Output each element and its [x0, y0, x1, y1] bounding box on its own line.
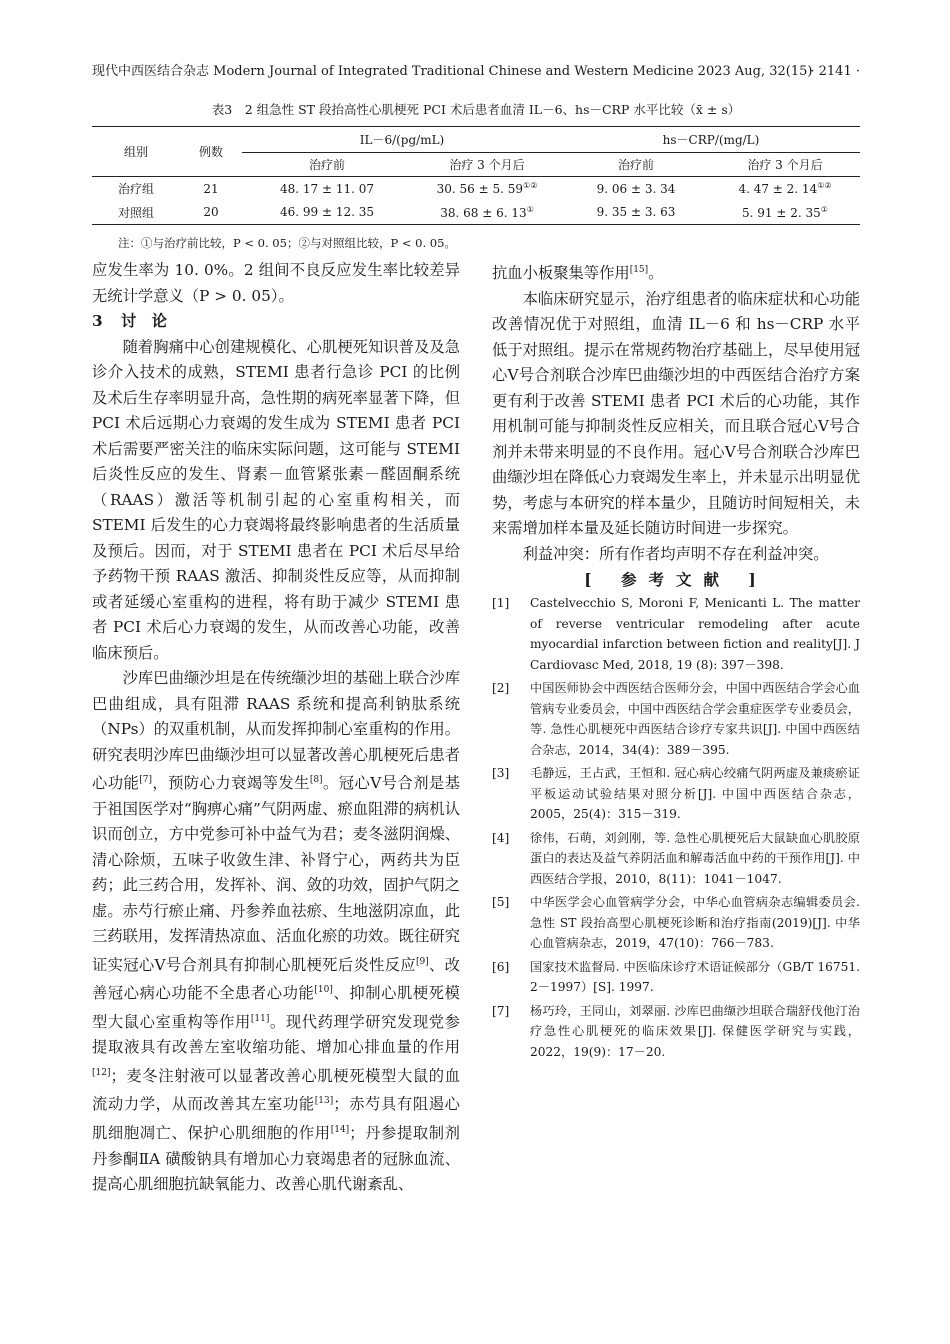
conflict-statement: 利益冲突：所有作者均声明不存在利益冲突。 [522, 544, 829, 563]
list-item: [4] 徐伟，石萌，刘剑刚，等. 急性心肌梗死后大鼠缺血心肌胶原蛋白的表达及益气养阴活血和解毒活血中药的干预作用[J]. 中西医结合学报，2010，8(11)：1041－1047. [492, 830, 860, 886]
journal-title: 现代中西医结合杂志 Modern Journal of Integrated Traditional Chinese and Western Medicine 2023 Aug, 32(15) [92, 64, 813, 79]
cell-il6-after: 30. 56 ± 5. 59①② [436, 181, 538, 197]
left-column [92, 258, 460, 1198]
cell-il6-after: 38. 68 ± 6. 13① [440, 204, 534, 220]
header-n: 例数 [198, 145, 223, 159]
table-row [92, 201, 860, 225]
references-heading: [ 参考文献 ] [584, 570, 768, 590]
reference-list [492, 593, 860, 1062]
header-il6-before: 治疗前 [308, 158, 345, 172]
table-row [92, 177, 860, 201]
table-caption: 表3 2 组急性 ST 段抬高性心肌梗死 PCI 术后患者血清 IL－6、hs－CRP 水平比较（x̄ ± s） [211, 102, 741, 117]
list-item: [3] 毛静远，王占武，王恒和. 冠心病心绞痛气阴两虚及兼痰瘀证平板运动试验结果对照分析[J]. 中国中西医结合杂志，2005，25(4)：315－319. [492, 766, 860, 822]
cell-n: 21 [203, 181, 219, 196]
list-item: [5] 中华医学会心血管病学分会，中华心血管病杂志编辑委员会. 急性 ST 段抬高型心肌梗死诊断和治疗指南(2019)[J]. 中华心血管病杂志，2019，47(10)：766－783. [492, 895, 860, 951]
data-table [92, 126, 860, 225]
cell-crp-after: 4. 47 ± 2. 14①② [738, 181, 832, 197]
cell-n: 20 [203, 205, 219, 220]
cell-il6-before: 46. 99 ± 12. 35 [279, 205, 375, 220]
header-il6: IL－6/(pg/mL) [242, 127, 562, 153]
list-item: [2] 中国医师协会中西医结合医师分会，中国中西医结合学会心血管病专业委员会，中国中西医结合学会重症医学专业委员会，等. 急性心肌梗死中西医结合诊疗专家共识[J]. 中国中西医结合杂志，2014，34(4)：389－395. [492, 681, 860, 757]
page-number: · 2141 · [810, 64, 860, 79]
table-note: 注：①与治疗前比较，P < 0. 05；②与对照组比较，P < 0. 05。 [118, 236, 456, 250]
header-crp: hs－CRP/(mg/L) [562, 127, 860, 153]
cell-il6-before: 48. 17 ± 11. 07 [279, 181, 375, 196]
header-crp-after: 治疗 3 个月后 [747, 158, 823, 172]
paragraph: 本临床研究显示，治疗组患者的临床症状和心功能改善情况优于对照组，血清 IL－6 和 hs－CRP 水平低于对照组。提示在常规药物治疗基础上，尽早使用冠心Ⅴ号合剂联合沙库巴曲缬沙坦的中西医结合治疗方案更有利于改善 STEMI 患者 PCI 术后的心功能，其作用机制可能与抑制炎性反应相关，而且联合冠心Ⅴ号合剂并未带来明显的不良作用。冠心Ⅴ号合剂联合沙库巴曲缬沙坦在降低心力衰竭发生率上，并未显示出明显优势，考虑与本研究的样本量少，且随访时间短相关，未来需增加样本量及延长随访时间进一步探究。 [492, 289, 860, 538]
right-column [492, 258, 860, 1065]
header-group: 组别 [123, 145, 148, 159]
cell-group: 对照组 [117, 205, 154, 220]
paragraph: 应发生率为 10. 0%。2 组间不良反应发生率比较差异无统计学意义（P > 0. 05）。 [92, 261, 460, 305]
paragraph: 抗血小板聚集等作用[15]。 [492, 264, 664, 283]
section-heading: 3 讨 论 [92, 312, 167, 330]
cell-crp-after: 5. 91 ± 2. 35① [742, 204, 828, 220]
paragraph: 随着胸痛中心创建规模化、心肌梗死知识普及及急诊介入技术的成熟，STEMI 患者行急诊 PCI 的比例及术后生存率明显升高，急性期的病死率显著下降，但 PCI 术后远期心力衰竭的发生成为 STEMI 患者 PCI 术后需要严密关注的临床实际问题，这可能与 STEMI 后炎性反应的发生、肾素－血管紧张素－醛固酮系统（RAAS）激活等机制引起的心室重构相关，而 STEMI 后发生的心力衰竭将最终影响患者的生活质量及预后。因而，对于 STEMI 患者在 PCI 术后尽早给予药物干预 RAAS 激活、抑制炎性反应等，从而抑制或者延缓心室重构的进程，将有助于减少 STEMI 患者 PCI 术后心力衰竭的发生，从而改善心功能，改善临床预后。 [92, 337, 460, 662]
running-header [92, 62, 860, 82]
paragraph: 沙库巴曲缬沙坦是在传统缬沙坦的基础上联合沙库巴曲组成，具有阻滞 RAAS 系统和提高利钠肽系统（NPs）的双重机制，从而发挥抑制心室重构的作用。研究表明沙库巴曲缬沙坦可以显著改善心肌梗死后患者心功能[7]，预防心力衰竭等发生[8]。冠心Ⅴ号合剂是基于祖国医学对“胸痹心痛”气阴两虚、瘀血阻滞的病机认识而创立，方中党参可补中益气为君；麦冬滋阴润燥、清心除烦，五味子收敛生津、补肾宁心，两药共为臣药；此三药合用，发挥补、润、敛的功效，固护气阴之虚。赤芍行瘀止痛、丹参养血祛瘀、生地滋阴凉血，此三药联用，发挥清热凉血、活血化瘀的功效。既往研究证实冠心Ⅴ号合剂具有抑制心肌梗死后炎性反应[9]、改善冠心病心功能不全患者心功能[10]、抑制心肌梗死模型大鼠心室重构等作用[11]。现代药理学研究发现党参提取液具有改善左室收缩功能、增加心排血量的作用[12]；麦冬注射液可以显著改善心肌梗死模型大鼠的血流动力学，从而改善其左室功能[13]；赤芍具有阻遏心肌细胞凋亡、保护心肌细胞的作用[14]；丹参提取制剂丹参酮ⅡA 磺酸钠具有增加心力衰竭患者的冠脉血流、提高心肌细胞抗缺氧能力、改善心肌代谢紊乱、 [92, 669, 460, 1194]
list-item: [6] 国家技术监督局. 中医临床诊疗术语证候部分（GB/T 16751. 2－1997）[S]. 1997. [492, 959, 860, 995]
list-item: [7] 杨巧玲，王同山，刘翠丽. 沙库巴曲缬沙坦联合瑞舒伐他汀治疗急性心肌梗死的临床效果[J]. 保健医学研究与实践，2022，19(9)：17－20. [492, 1003, 860, 1059]
header-il6-after: 治疗 3 个月后 [449, 158, 525, 172]
list-item: [1] Castelvecchio S, Moroni F, Menicanti L. The matter of reverse ventricular remodeling after acute myocardial infarction between fiction and reality[J]. J Cardiovasc Med, 2018, 19 (8): 397－398. [492, 596, 860, 672]
cell-crp-before: 9. 35 ± 3. 63 [596, 205, 676, 220]
header-crp-before: 治疗前 [617, 158, 654, 172]
cell-crp-before: 9. 06 ± 3. 34 [596, 181, 676, 196]
cell-group: 治疗组 [117, 182, 154, 197]
